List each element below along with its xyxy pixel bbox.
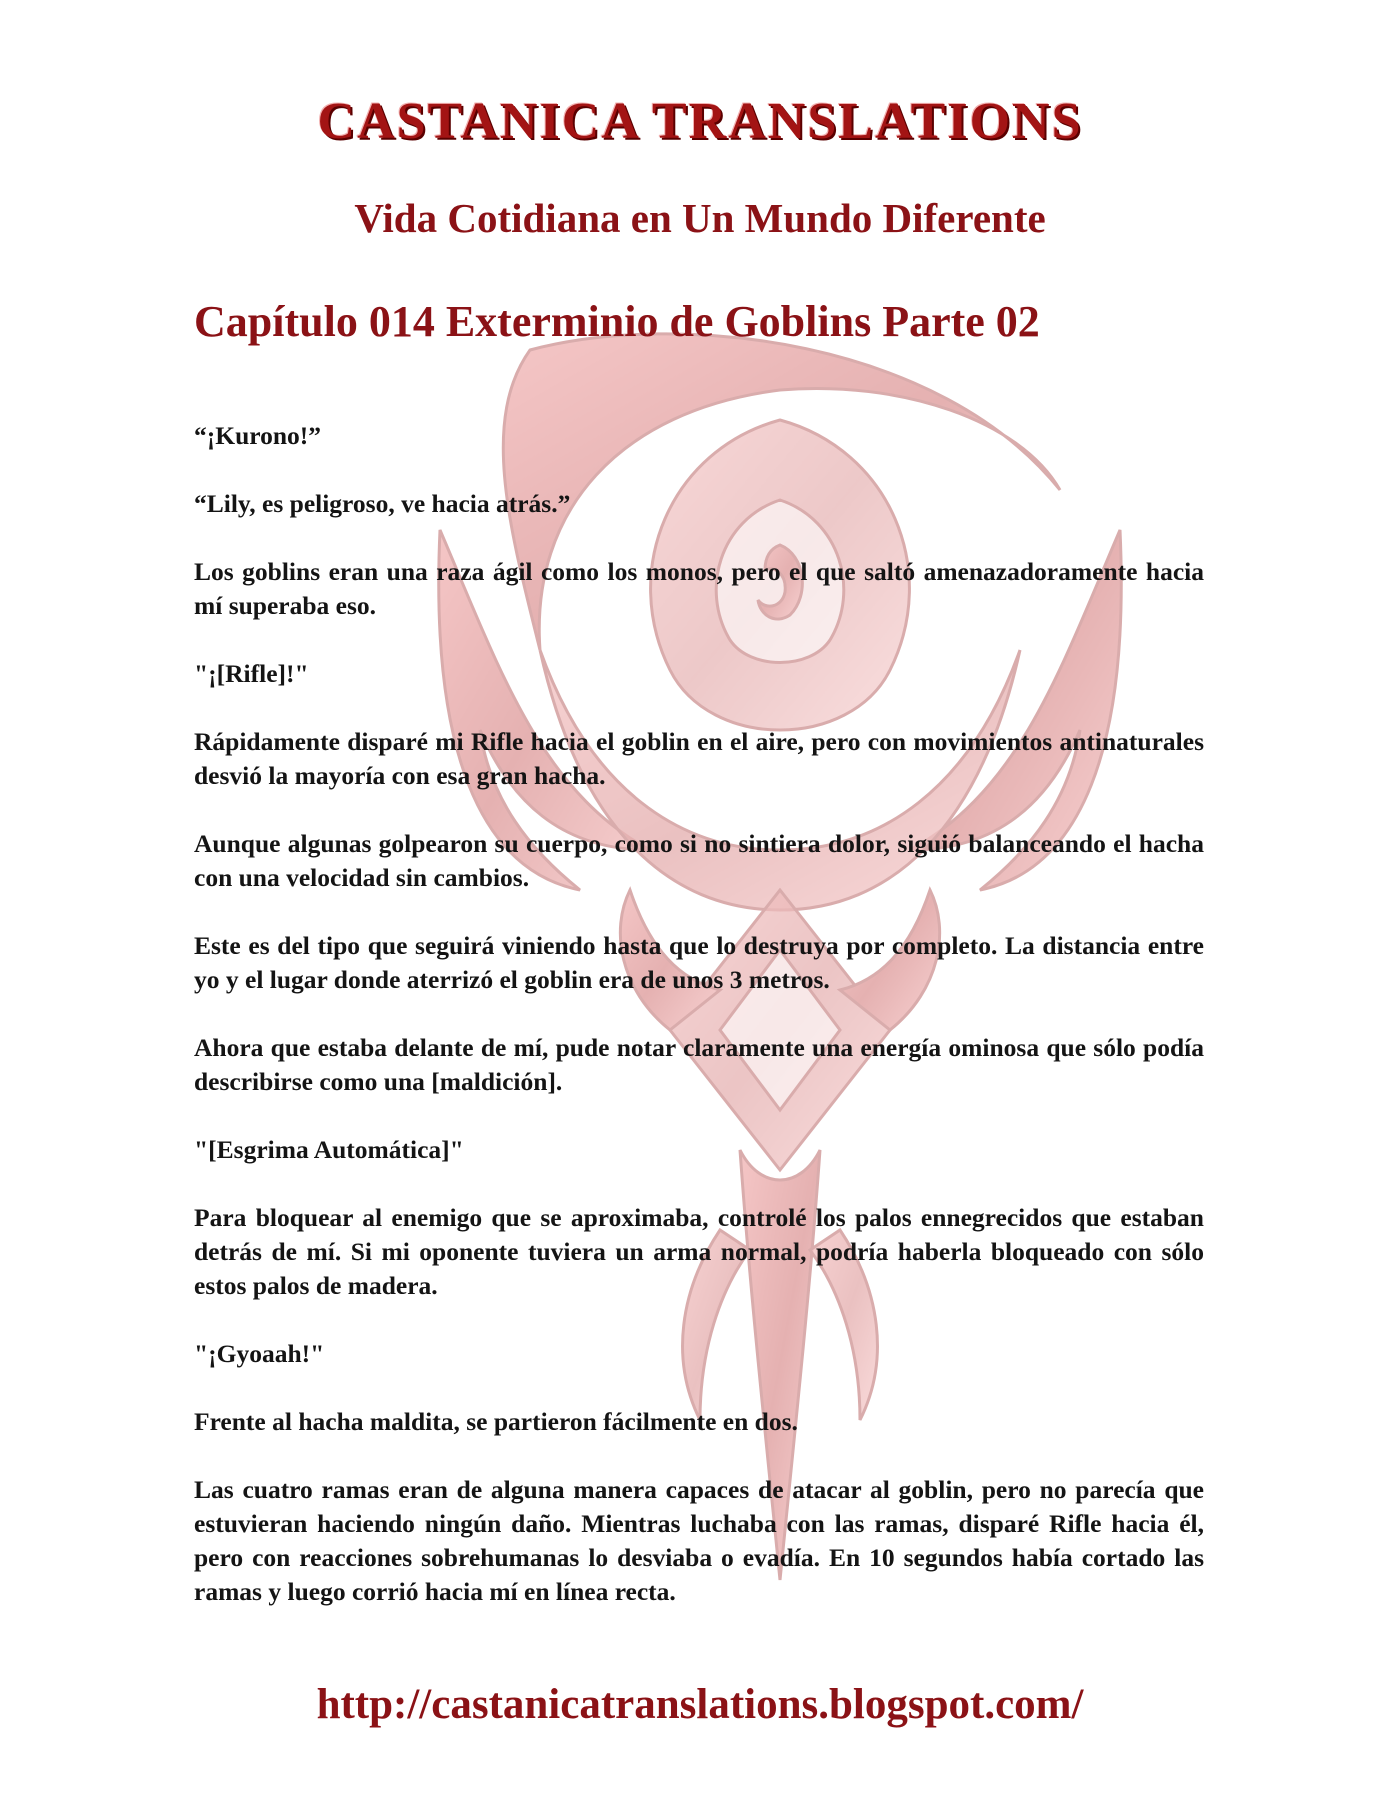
paragraph: “Lily, es peligroso, ve hacia atrás.” bbox=[194, 489, 571, 518]
paragraph: Frente al hacha maldita, se partieron fácilmente en dos. bbox=[194, 1407, 798, 1436]
paragraph: Los goblins eran una raza ágil como los monos, pero el que saltó amenazadoramente hacia mí superaba eso. bbox=[194, 557, 1204, 620]
paragraph: “¡Kurono!” bbox=[194, 421, 322, 450]
novel-title: Vida Cotidiana en Un Mundo Diferente bbox=[354, 195, 1046, 241]
paragraph: Las cuatro ramas eran de alguna manera capaces de atacar al goblin, pero no parecía que estuvieran haciendo ningún daño. Mientras luchaba con las ramas, disparé Rifle hacia él, pero con reacciones sobrehumanas lo desviaba o evadía. En 10 segundos había cortado las ramas y luego corrió hacia mí en línea recta. bbox=[194, 1475, 1204, 1606]
paragraph: Para bloquear al enemigo que se aproximaba, controlé los palos ennegrecidos que estaban detrás de mí. Si mi oponente tuviera un arma normal, podría haberla bloqueado con sólo estos palos de madera. bbox=[194, 1203, 1204, 1300]
paragraph: "¡Gyoaah!" bbox=[194, 1339, 325, 1368]
paragraph: "[Esgrima Automática]" bbox=[194, 1135, 464, 1164]
paragraph: "¡[Rifle]!" bbox=[194, 659, 309, 688]
chapter-body bbox=[194, 419, 1204, 1643]
paragraph: Aunque algunas golpearon su cuerpo, como si no sintiera dolor, siguió balanceando el hacha con una velocidad sin cambios. bbox=[194, 829, 1204, 892]
paragraph: Ahora que estaba delante de mí, pude notar claramente una energía ominosa que sólo podía describirse como una [maldición]. bbox=[194, 1033, 1204, 1096]
chapter-title: Capítulo 014 Exterminio de Goblins Parte 02 bbox=[194, 297, 1040, 346]
footer-url-link[interactable]: http://castanicatranslations.blogspot.com/ bbox=[316, 1681, 1084, 1728]
brand-header: CASTANICA TRANSLATIONS bbox=[317, 93, 1083, 150]
paragraph: Este es del tipo que seguirá viniendo hasta que lo destruya por completo. La distancia entre yo y el lugar donde aterrizó el goblin era de unos 3 metros. bbox=[194, 931, 1204, 994]
paragraph: Rápidamente disparé mi Rifle hacia el goblin en el aire, pero con movimientos antinaturales desvió la mayoría con esa gran hacha. bbox=[194, 727, 1204, 790]
